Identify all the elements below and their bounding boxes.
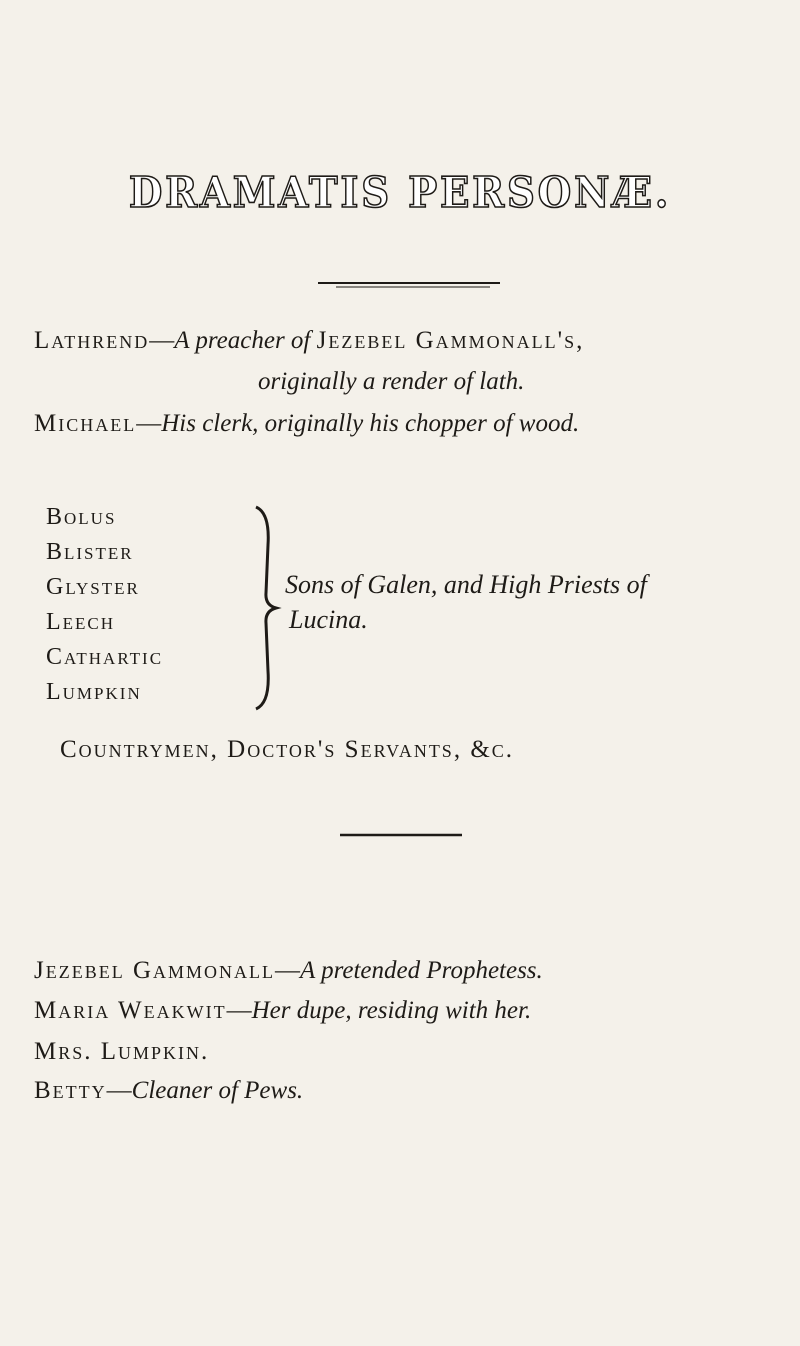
group-description-line: Sons of Galen, and High Priests of bbox=[285, 570, 647, 599]
entry-betty bbox=[34, 1077, 303, 1105]
character-description: His clerk, originally his chopper of wood. bbox=[161, 410, 580, 437]
character-name: Leech bbox=[46, 609, 116, 635]
character-name: Lumpkin bbox=[46, 679, 142, 705]
dash: — bbox=[149, 327, 175, 354]
entry-jezebel bbox=[34, 957, 543, 985]
character-name: Blister bbox=[46, 539, 134, 565]
entry-maria bbox=[34, 997, 531, 1025]
character-name: Michael bbox=[34, 410, 137, 437]
character-name: Mrs. Lumpkin. bbox=[34, 1038, 210, 1065]
entry-lathrend-cont: originally a render of lath. bbox=[258, 368, 525, 395]
character-name-ref: Jezebel Gammonall's, bbox=[316, 327, 585, 354]
dash: — bbox=[275, 957, 301, 984]
dash: — bbox=[106, 1077, 132, 1104]
character-description: A pretended Prophetess. bbox=[300, 957, 543, 984]
character-name: Maria Weakwit bbox=[34, 997, 227, 1024]
character-description: A preacher of bbox=[174, 327, 317, 354]
character-description: Her dupe, residing with her. bbox=[251, 997, 532, 1024]
character-name: Bolus bbox=[46, 504, 117, 530]
page-title: DRAMATIS PERSONÆ. bbox=[128, 168, 672, 217]
dash: — bbox=[136, 410, 162, 437]
group-description-line: Lucina. bbox=[289, 605, 368, 634]
character-name: Jezebel Gammonall bbox=[34, 957, 276, 984]
character-description: Cleaner of Pews. bbox=[131, 1077, 304, 1104]
extras-line: Countrymen, Doctor's Servants, &c. bbox=[60, 736, 515, 763]
character-name: Betty bbox=[34, 1077, 107, 1104]
dash: — bbox=[226, 997, 252, 1024]
entry-mrs-lumpkin bbox=[34, 1038, 209, 1066]
character-name: Glyster bbox=[46, 574, 140, 600]
character-name: Cathartic bbox=[46, 644, 164, 670]
character-name: Lathrend bbox=[34, 327, 150, 354]
